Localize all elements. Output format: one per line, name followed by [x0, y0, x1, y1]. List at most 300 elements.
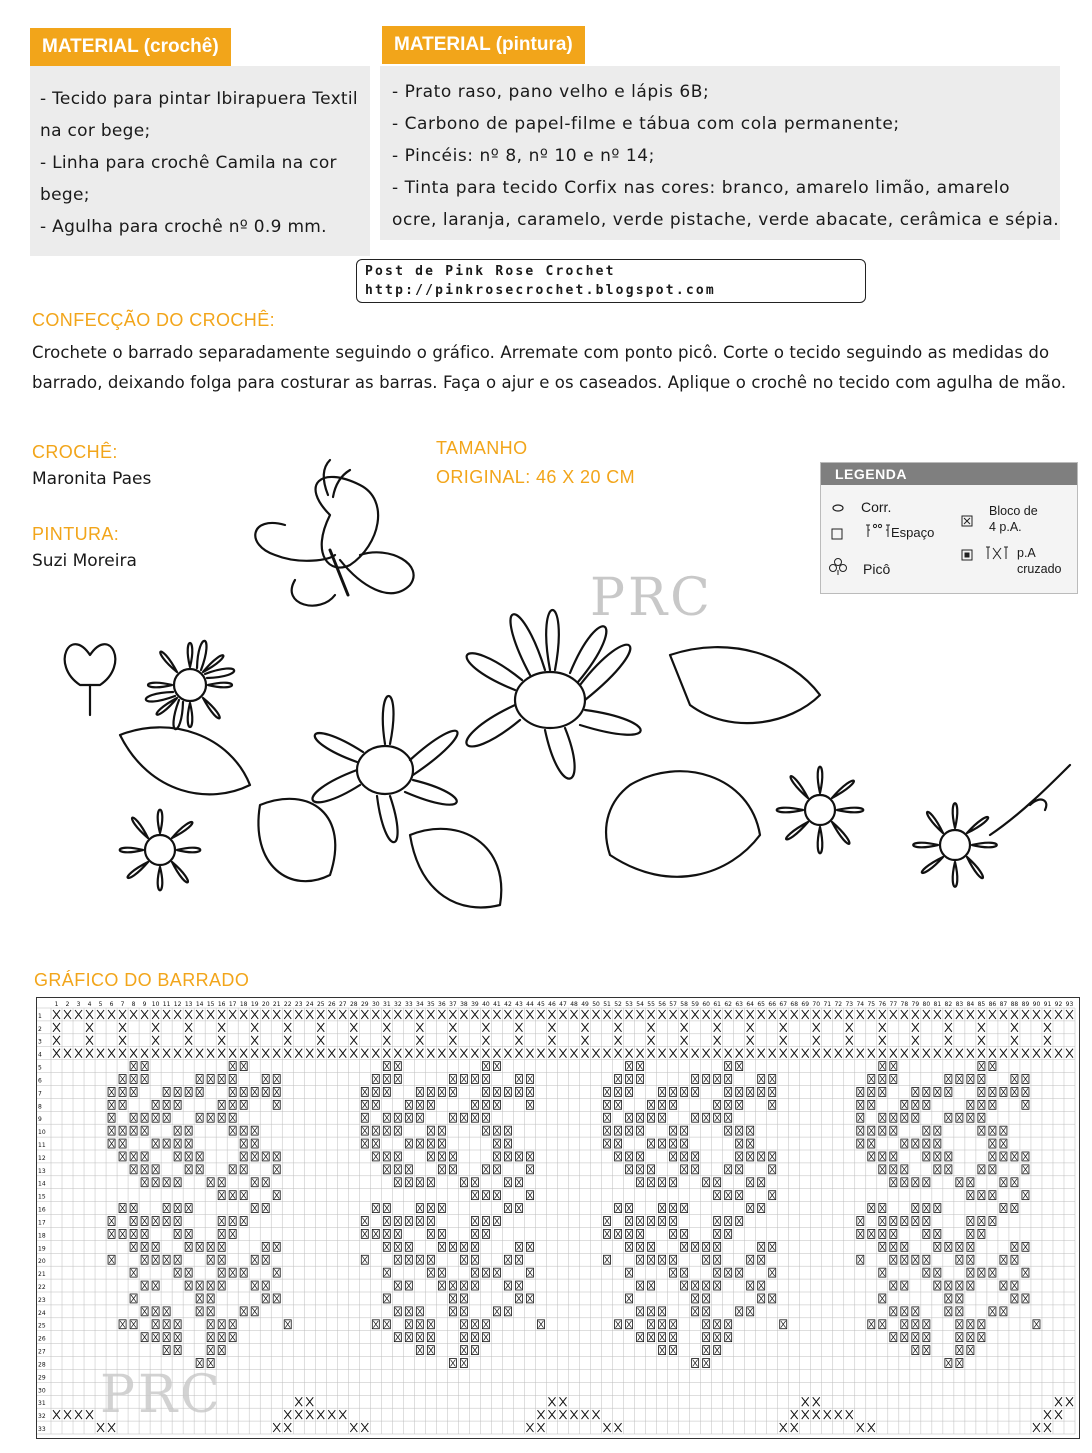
chart-column-number: 33	[405, 1001, 413, 1008]
chart-cell-mark	[682, 1205, 687, 1212]
chart-cell-mark	[693, 1166, 698, 1173]
chart-cell-mark	[824, 1410, 831, 1419]
chart-cell-mark	[450, 1360, 455, 1367]
chart-cell-mark	[362, 1140, 367, 1147]
chart-column-number: 89	[1021, 1001, 1030, 1008]
chart-cell-mark	[649, 1282, 654, 1289]
chart-cell-mark	[902, 1218, 907, 1225]
chart-column-number: 15	[206, 1001, 215, 1008]
chart-cell-mark	[835, 1410, 842, 1419]
chart-cell-mark	[616, 1321, 621, 1328]
chart-cell-mark	[131, 1127, 136, 1134]
chart-cell-mark	[582, 1023, 589, 1032]
chart-cell-mark	[990, 1192, 995, 1199]
chart-cell-mark	[649, 1321, 654, 1328]
chart-cell-mark	[384, 1153, 389, 1160]
chart-cell-mark	[361, 1423, 368, 1432]
chart-cell-mark	[197, 1243, 202, 1250]
chart-column-number: 1	[54, 1001, 59, 1008]
chart-cell-mark	[197, 1076, 202, 1083]
chart-column-number: 70	[812, 1001, 821, 1008]
chart-cell-mark	[935, 1205, 940, 1212]
chart-column-number: 9	[142, 1001, 147, 1008]
chart-cell-mark	[726, 1101, 731, 1108]
chart-cell-mark	[737, 1153, 742, 1160]
chart-cell-mark	[891, 1076, 896, 1083]
chart-cell-mark	[979, 1218, 984, 1225]
chart-cell-mark	[350, 1423, 357, 1432]
chart-cell-mark	[505, 1153, 510, 1160]
chart-cell-mark	[164, 1218, 169, 1225]
chart-cell-mark	[472, 1114, 477, 1121]
chart-cell-mark	[902, 1243, 907, 1250]
chart-cell-mark	[483, 1230, 488, 1237]
chart-cell-mark	[714, 1049, 721, 1058]
chart-cell-mark	[263, 1179, 268, 1186]
chart-cell-mark	[384, 1269, 389, 1276]
chart-cell-mark	[494, 1218, 499, 1225]
chart-cell-mark	[759, 1295, 764, 1302]
chart-cell-mark	[924, 1269, 929, 1276]
chart-cell-mark	[439, 1282, 444, 1289]
chart-cell-mark	[627, 1114, 632, 1121]
chart-cell-mark	[252, 1308, 257, 1315]
material-croche-line: - Linha para crochê Camila na cor	[40, 153, 337, 173]
chart-cell-mark	[571, 1410, 578, 1419]
chart-cell-mark	[109, 1088, 114, 1095]
chart-cell-mark	[559, 1397, 566, 1406]
chart-cell-mark	[472, 1282, 477, 1289]
chart-cell-mark	[891, 1114, 896, 1121]
chart-cell-mark	[153, 1218, 158, 1225]
chart-cell-mark	[494, 1269, 499, 1276]
chart-cell-mark	[185, 1049, 192, 1058]
post-credit-url: http://pinkrosecrochet.blogspot.com	[365, 283, 716, 298]
chart-cell-mark	[957, 1256, 962, 1263]
chart-cell-mark	[263, 1076, 268, 1083]
chart-cell-mark	[384, 1321, 389, 1328]
chart-cell-mark	[638, 1230, 643, 1237]
chart-cell-mark	[946, 1295, 951, 1302]
chart-cell-mark	[208, 1321, 213, 1328]
material-pintura-list	[392, 76, 1059, 236]
chart-cell-mark	[274, 1295, 279, 1302]
chart-cell-mark	[494, 1308, 499, 1315]
chart-cell-mark	[770, 1192, 775, 1199]
chart-cell-mark	[858, 1256, 863, 1263]
legend-pico: Picô	[863, 561, 891, 577]
chart-cell-mark	[648, 1023, 655, 1032]
chart-row-number: 30	[38, 1387, 46, 1395]
chart-cell-mark	[616, 1205, 621, 1212]
material-croche-line: na cor bege;	[40, 121, 151, 141]
chart-cell-mark	[924, 1256, 929, 1263]
chart-cell-mark	[373, 1321, 378, 1328]
chart-cell-mark	[164, 1114, 169, 1121]
chart-row-number: 20	[38, 1258, 46, 1266]
chart-cell-mark	[660, 1256, 665, 1263]
chart-cell-mark	[671, 1140, 676, 1147]
chart-cell-mark	[383, 1036, 390, 1045]
chart-cell-mark	[1001, 1088, 1006, 1095]
chart-cell-mark	[218, 1023, 225, 1032]
chart-cell-mark	[946, 1243, 951, 1250]
material-pintura-line: - Prato raso, pano velho e lápis 6B;	[392, 82, 710, 102]
chart-cell-mark	[627, 1063, 632, 1070]
chart-cell-mark	[813, 1023, 820, 1032]
chart-cell-mark	[131, 1205, 136, 1212]
chart-cell-mark	[53, 1410, 60, 1419]
chart-cell-mark	[737, 1269, 742, 1276]
chart-column-number: 74	[856, 1001, 865, 1008]
chart-cell-mark	[902, 1101, 907, 1108]
chart-cell-mark	[780, 1023, 787, 1032]
chart-cell-mark	[967, 1049, 974, 1058]
chart-cell-mark	[472, 1230, 477, 1237]
chart-cell-mark	[682, 1166, 687, 1173]
chart-column-number: 54	[636, 1001, 644, 1008]
chart-cell-mark	[384, 1166, 389, 1173]
chart-cell-mark	[968, 1243, 973, 1250]
chart-cell-mark	[461, 1076, 466, 1083]
chart-column-number: 79	[911, 1001, 920, 1008]
chart-cell-mark	[516, 1282, 521, 1289]
chart-cell-mark	[627, 1205, 632, 1212]
chart-column-number: 8	[131, 1001, 136, 1008]
chart-cell-mark	[449, 1036, 456, 1045]
chart-cell-mark	[638, 1308, 643, 1315]
chart-cell-mark	[989, 1049, 996, 1058]
chart-cell-mark	[748, 1282, 753, 1289]
chart-cell-mark	[131, 1088, 136, 1095]
chart-cell-mark	[461, 1282, 466, 1289]
chart-cell-mark	[1044, 1423, 1051, 1432]
chart-cell-mark	[120, 1321, 125, 1328]
chart-cell-mark	[1023, 1243, 1028, 1250]
chart-cell-mark	[979, 1076, 984, 1083]
chart-cell-mark	[715, 1192, 720, 1199]
chart-cell-mark	[846, 1049, 853, 1058]
chart-cell-mark	[824, 1049, 831, 1058]
chart-cell-mark	[990, 1063, 995, 1070]
chart-cell-mark	[747, 1023, 754, 1032]
chart-column-number: 53	[625, 1001, 633, 1008]
legend-title: LEGENDA	[821, 463, 1077, 485]
chart-cell-mark	[142, 1243, 147, 1250]
chart-cell-mark	[273, 1010, 280, 1019]
chart-cell-mark	[515, 1023, 522, 1032]
chart-cell-mark	[186, 1269, 191, 1276]
chart-cell-mark	[120, 1230, 125, 1237]
chart-cell-mark	[75, 1010, 82, 1019]
chart-cell-mark	[605, 1127, 610, 1134]
chart-cell-mark	[428, 1230, 433, 1237]
chart-cell-mark	[186, 1205, 191, 1212]
chart-cell-mark	[142, 1256, 147, 1263]
chart-cell-mark	[284, 1049, 291, 1058]
chart-cell-mark	[175, 1153, 180, 1160]
chart-cell-mark	[1012, 1243, 1017, 1250]
chart-column-number: 58	[680, 1001, 688, 1008]
chart-cell-mark	[131, 1218, 136, 1225]
chart-cell-mark	[615, 1049, 622, 1058]
chart-cell-mark	[725, 1010, 732, 1019]
chart-cell-mark	[164, 1101, 169, 1108]
chart-cell-mark	[627, 1321, 632, 1328]
chart-cell-mark	[153, 1321, 158, 1328]
chart-cell-mark	[726, 1088, 731, 1095]
chart-cell-mark	[924, 1230, 929, 1237]
chart-cell-mark	[957, 1321, 962, 1328]
chart-cell-mark	[934, 1010, 941, 1019]
chart-cell-mark	[946, 1308, 951, 1315]
chart-cell-mark	[649, 1243, 654, 1250]
chart-cell-mark	[802, 1410, 809, 1419]
chart-cell-mark	[438, 1010, 445, 1019]
chart-cell-mark	[990, 1101, 995, 1108]
chart-cell-mark	[274, 1269, 279, 1276]
confeccao-text	[32, 338, 1082, 398]
chart-cell-mark	[781, 1321, 786, 1328]
chart-cell-mark	[869, 1230, 874, 1237]
chart-column-number: 39	[471, 1001, 479, 1008]
chart-cell-mark	[605, 1140, 610, 1147]
chart-cell-mark	[593, 1010, 600, 1019]
chart-cell-mark	[913, 1334, 918, 1341]
chart-cell-mark	[461, 1243, 466, 1250]
chart-cell-mark	[185, 1036, 192, 1045]
chart-cell-mark	[197, 1308, 202, 1315]
chart-cell-mark	[395, 1308, 400, 1315]
chart-cell-mark	[1055, 1397, 1062, 1406]
chart-cell-mark	[902, 1166, 907, 1173]
chart-cell-mark	[516, 1153, 521, 1160]
chart-cell-mark	[472, 1256, 477, 1263]
chart-cell-mark	[913, 1205, 918, 1212]
chart-cell-mark	[626, 1010, 633, 1019]
chart-cell-mark	[946, 1360, 951, 1367]
chart-cell-mark	[858, 1218, 863, 1225]
chart-column-number: 17	[228, 1001, 237, 1008]
chart-column-number: 68	[790, 1001, 799, 1008]
chart-cell-mark	[505, 1179, 510, 1186]
chart-cell-mark	[494, 1153, 499, 1160]
chart-cell-mark	[208, 1308, 213, 1315]
grafico-heading: GRÁFICO DO BARRADO	[34, 970, 250, 990]
floral-line-drawing	[30, 455, 1080, 935]
chart-cell-mark	[880, 1269, 885, 1276]
bottom-left-daisy-drawing	[120, 810, 201, 891]
chart-column-number: 30	[371, 1001, 380, 1008]
chart-cell-mark	[637, 1049, 644, 1058]
chart-cell-mark	[1001, 1140, 1006, 1147]
chart-cell-mark	[978, 1010, 985, 1019]
chart-cell-mark	[460, 1010, 467, 1019]
left-daisy-drawing	[146, 641, 234, 729]
chart-row-number: 14	[38, 1180, 46, 1188]
chart-column-number: 92	[1054, 1001, 1063, 1008]
chart-cell-mark	[1044, 1023, 1051, 1032]
chart-cell-mark	[1011, 1010, 1018, 1019]
chart-cell-mark	[924, 1321, 929, 1328]
chart-cell-mark	[406, 1256, 411, 1263]
chart-cell-mark	[537, 1010, 544, 1019]
chart-cell-mark	[450, 1114, 455, 1121]
chart-cell-mark	[494, 1166, 499, 1173]
chart-cell-mark	[627, 1153, 632, 1160]
chart-cell-mark	[263, 1295, 268, 1302]
chart-cell-mark	[945, 1036, 952, 1045]
material-pintura-line: - Carbono de papel-filme e tábua com cola permanente;	[392, 114, 900, 134]
chart-cell-mark	[978, 1036, 985, 1045]
chart-cell-mark	[957, 1243, 962, 1250]
chart-cell-mark	[504, 1049, 511, 1058]
chart-cell-mark	[693, 1295, 698, 1302]
chart-cell-mark	[373, 1127, 378, 1134]
chart-cell-mark	[714, 1023, 721, 1032]
chart-cell-mark	[649, 1140, 654, 1147]
chart-cell-mark	[1001, 1179, 1006, 1186]
chart-cell-mark	[1001, 1282, 1006, 1289]
chart-cell-mark	[703, 1049, 710, 1058]
chart-cell-mark	[813, 1010, 820, 1019]
chart-cell-mark	[373, 1230, 378, 1237]
chart-cell-mark	[527, 1295, 532, 1302]
chart-cell-mark	[339, 1410, 346, 1419]
chart-cell-mark	[229, 1049, 236, 1058]
chart-cell-mark	[483, 1114, 488, 1121]
chart-cell-mark	[350, 1049, 357, 1058]
chart-column-number: 42	[504, 1001, 512, 1008]
chart-cell-mark	[406, 1218, 411, 1225]
chart-cell-mark	[130, 1049, 137, 1058]
chart-cell-mark	[682, 1243, 687, 1250]
chart-cell-mark	[164, 1088, 169, 1095]
chart-cell-mark	[405, 1049, 412, 1058]
chart-cell-mark	[968, 1347, 973, 1354]
chart-cell-mark	[252, 1282, 257, 1289]
chart-cell-mark	[912, 1023, 919, 1032]
chart-cell-mark	[361, 1049, 368, 1058]
chart-cell-mark	[1055, 1410, 1062, 1419]
chart-cell-mark	[1033, 1049, 1040, 1058]
chart-cell-mark	[901, 1010, 908, 1019]
chart-cell-mark	[461, 1308, 466, 1315]
chart-cell-mark	[483, 1218, 488, 1225]
chart-cell-mark	[869, 1153, 874, 1160]
chart-cell-mark	[482, 1049, 489, 1058]
chart-cell-mark	[505, 1205, 510, 1212]
chart-cell-mark	[693, 1282, 698, 1289]
chart-cell-mark	[263, 1205, 268, 1212]
chart-row-number: 25	[38, 1322, 46, 1330]
chart-cell-mark	[649, 1101, 654, 1108]
chart-cell-mark	[175, 1347, 180, 1354]
chart-column-number: 41	[493, 1001, 501, 1008]
chart-cell-mark	[759, 1205, 764, 1212]
chart-cell-mark	[715, 1256, 720, 1263]
chart-cell-mark	[186, 1140, 191, 1147]
chart-cell-mark	[395, 1076, 400, 1083]
chart-cell-mark	[726, 1218, 731, 1225]
chart-cell-mark	[649, 1179, 654, 1186]
chart-cell-mark	[1022, 1049, 1029, 1058]
chart-column-number: 46	[548, 1001, 556, 1008]
chart-cell-mark	[241, 1192, 246, 1199]
chart-cell-mark	[913, 1256, 918, 1263]
chart-cell-mark	[649, 1256, 654, 1263]
chart-cell-mark	[494, 1127, 499, 1134]
chart-column-number: 43	[515, 1001, 523, 1008]
chart-cell-mark	[968, 1321, 973, 1328]
chart-cell-mark	[406, 1179, 411, 1186]
post-credit-box	[356, 259, 866, 303]
chart-cell-mark	[197, 1282, 202, 1289]
chart-cell-mark	[384, 1205, 389, 1212]
chart-row-number: 32	[38, 1413, 46, 1421]
chart-row-number: 2	[38, 1025, 42, 1033]
chart-cell-mark	[153, 1114, 158, 1121]
chart-cell-mark	[263, 1243, 268, 1250]
chart-cell-mark	[439, 1153, 444, 1160]
chart-cell-mark	[384, 1218, 389, 1225]
chart-cell-mark	[682, 1153, 687, 1160]
chart-cell-mark	[230, 1230, 235, 1237]
chart-cell-mark	[869, 1321, 874, 1328]
chart-cell-mark	[748, 1205, 753, 1212]
chart-cell-mark	[737, 1063, 742, 1070]
sunflower-medium-drawing	[313, 696, 458, 842]
chart-cell-mark	[648, 1049, 655, 1058]
chart-cell-mark	[461, 1334, 466, 1341]
chart-cell-mark	[737, 1308, 742, 1315]
chart-cell-mark	[241, 1101, 246, 1108]
chart-cell-mark	[219, 1347, 224, 1354]
chart-cell-mark	[75, 1410, 82, 1419]
chart-cell-mark	[120, 1140, 125, 1147]
chart-cell-mark	[450, 1282, 455, 1289]
chart-cell-mark	[835, 1010, 842, 1019]
chart-cell-mark	[494, 1140, 499, 1147]
chart-cell-mark	[131, 1321, 136, 1328]
chart-cell-mark	[946, 1166, 951, 1173]
chart-cell-mark	[990, 1269, 995, 1276]
chart-cell-mark	[693, 1243, 698, 1250]
chart-cell-mark	[505, 1140, 510, 1147]
chart-cell-mark	[461, 1114, 466, 1121]
chart-cell-mark	[759, 1076, 764, 1083]
chart-cell-mark	[384, 1295, 389, 1302]
legend-espaco: Espaço	[891, 525, 935, 540]
chart-cell-mark	[450, 1076, 455, 1083]
chart-cell-mark	[175, 1140, 180, 1147]
chart-cell-mark	[979, 1166, 984, 1173]
chart-cell-mark	[990, 1088, 995, 1095]
chart-cell-mark	[627, 1166, 632, 1173]
chart-cell-mark	[395, 1063, 400, 1070]
chart-cell-mark	[263, 1088, 268, 1095]
chart-cell-mark	[428, 1334, 433, 1341]
chart-cell-mark	[406, 1243, 411, 1250]
chart-cell-mark	[219, 1179, 224, 1186]
chart-cell-mark	[295, 1049, 302, 1058]
chart-cell-mark	[935, 1140, 940, 1147]
chart-cell-mark	[97, 1010, 104, 1019]
chart-cell-mark	[119, 1036, 126, 1045]
chart-cell-mark	[285, 1321, 290, 1328]
chart-cell-mark	[759, 1256, 764, 1263]
chart-cell-mark	[770, 1166, 775, 1173]
